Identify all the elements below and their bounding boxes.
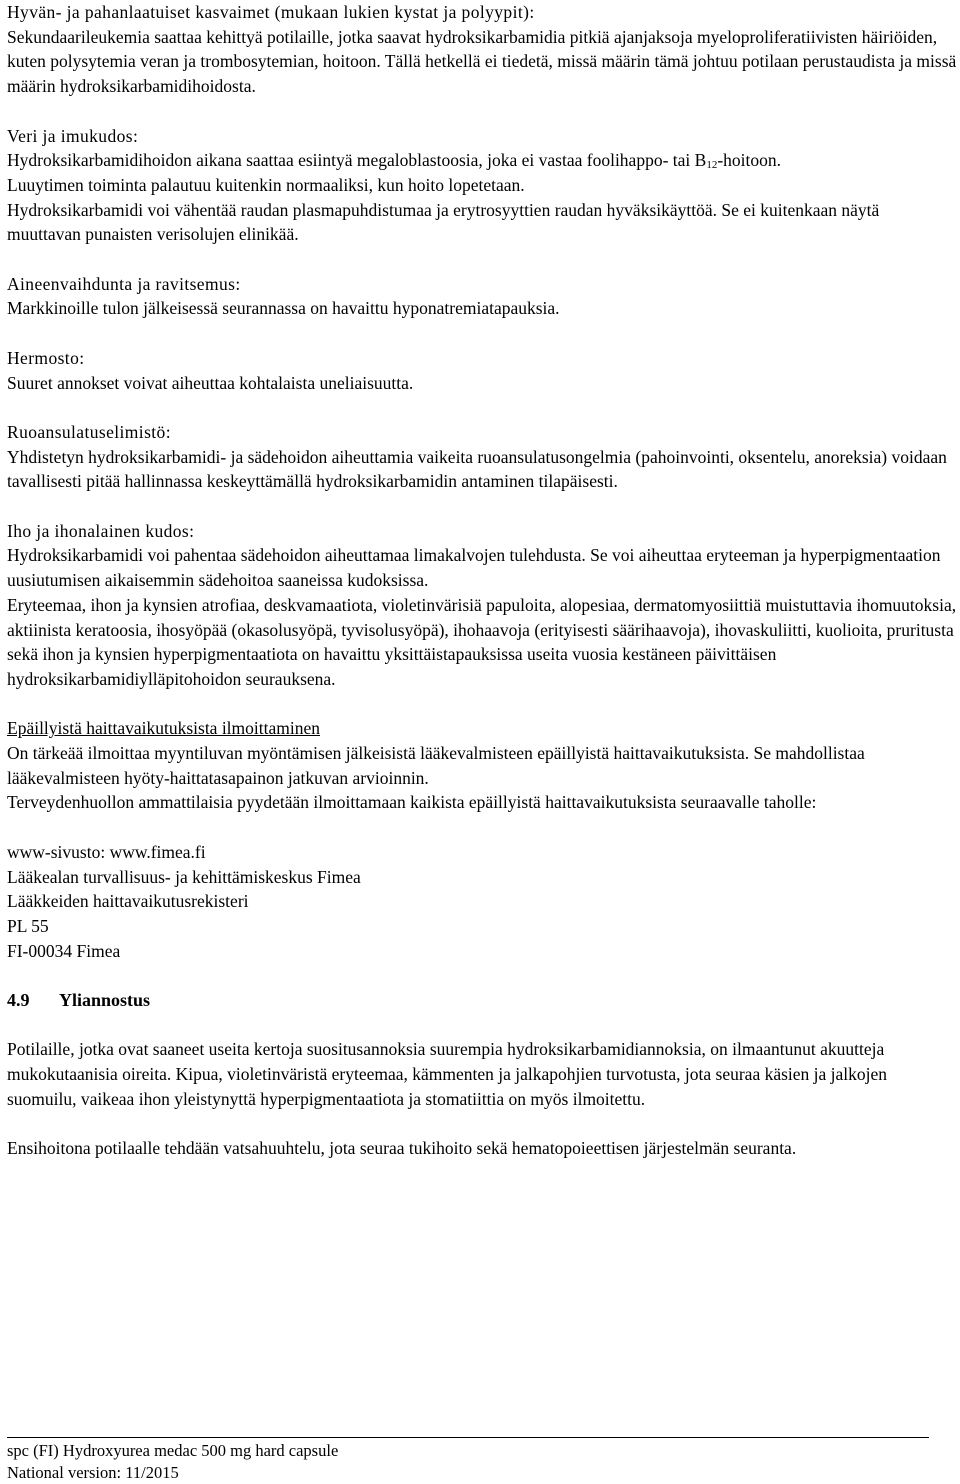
blood-subscript: 12 bbox=[706, 159, 718, 172]
section-title-overdose bbox=[7, 988, 957, 1013]
paragraph-gi: Yhdistetyn hydroksikarbamidi- ja sädehoidon aiheuttamia vaikeita ruoansulatusongelmia (pahoinvointi, oksentelu, anoreksia) voidaan tavallisesti pitää hallinnassa keskeyttämällä hydroksikarbamidin antaminen tilapäisesti. bbox=[7, 446, 947, 492]
section-heading-tumours: Hyvän- ja pahanlaatuiset kasvaimet (mukaan lukien kystat ja polyypit): bbox=[7, 2, 535, 22]
paragraph-nervous: Suuret annokset voivat aiheuttaa kohtalaista uneliaisuutta. bbox=[7, 372, 414, 393]
section-heading-gi: Ruoansulatuselimistö: bbox=[7, 421, 171, 442]
footer-version-line: National version: 11/2015 bbox=[7, 1463, 179, 1482]
paragraph-metabolism: Markkinoille tulon jälkeisessä seurannassa on havaittu hyponatremiatapauksia. bbox=[7, 298, 560, 319]
section-number: 4.9 bbox=[7, 990, 30, 1010]
address-line-registry: Lääkkeiden haittavaikutusrekisteri bbox=[7, 891, 249, 912]
address-line-website: www-sivusto: www.fimea.fi bbox=[7, 841, 206, 862]
document-page bbox=[7, 0, 957, 1161]
paragraph-reporting-2: Terveydenhuollon ammattilaisia pyydetään ilmoittamaan kaikista epäillyistä haittavaikutuksista seuraavalle taholle: bbox=[7, 792, 817, 813]
blood-text-before: Hydroksikarbamidihoidon aikana saattaa esiintyä megaloblastoosia, joka ei vastaa foolihappo- tai B bbox=[7, 150, 707, 171]
section-heading-reporting: Epäillyistä haittavaikutuksista ilmoittaminen bbox=[7, 718, 321, 739]
paragraph-skin-2: Eryteemaa, ihon ja kynsien atrofiaa, deskvamaatiota, violetinvärisiä papuloita, alopesiaa, dermatomyosiittiä muistuttavia ihomuutoksia, aktiinista keratoosia, ihosyöpää (okasolusyöpä, tyvisolusyöpä), ihohaavoja (erityisesti säärihaavoja), ihovaskuliitti, kuolioita, pruritusta sekä ihon ja kynsien hyperpigmentaatiota on havaittu yksittäistapauksissa useita vuosia kestäneen päivittäisen hydroksikarbamidiylläpitohoidon seurauksena. bbox=[7, 594, 957, 689]
paragraph-reporting-1: On tärkeää ilmoittaa myyntiluvan myöntämisen jälkeisistä lääkevalmisteen epäillyistä haittavaikutuksista. Se mahdollistaa lääkevalmisteen hyöty-haittatasapainon jatkuvan arvioinnin. bbox=[7, 743, 865, 788]
section-heading-blood: Veri ja imukudos: bbox=[7, 125, 139, 146]
paragraph-blood-megaloblastosis bbox=[7, 148, 957, 173]
page-footer bbox=[7, 1437, 929, 1484]
address-line-pobox: PL 55 bbox=[7, 915, 49, 936]
paragraph-blood-iron: Hydroksikarbamidi voi vähentää raudan plasmapuhdistumaa ja erytrosyyttien raudan hyväksikäyttöä. Se ei kuitenkaan näytä muuttavan punaisten verisolujen elinikää. bbox=[7, 199, 880, 245]
section-title-text: Yliannostus bbox=[59, 990, 151, 1010]
paragraph-skin-1: Hydroksikarbamidi voi pahentaa sädehoidon aiheuttamaa limakalvojen tulehdusta. Se voi aiheuttaa eryteeman ja hyperpigmentaation uusiutumisen aikaisemmin sädehoitoa saaneissa kudoksissa. bbox=[7, 545, 941, 591]
paragraph-overdose-1: Potilaille, jotka ovat saaneet useita kertoja suositusannoksia suurempia hydroksikarbamidiannoksia, on ilmaantunut akuutteja mukokutaanisia oireita. Kipua, violetinväristä eryteemaa, kämmenten ja jalkapohjien turvotusta, jota seuraa käsien ja jalkojen suomuilu, vaikeaa ihon yleistynyttä hyperpigmentaatiota ja stomatiittia on myös ilmoitettu. bbox=[7, 1039, 888, 1109]
section-heading-skin: Iho ja ihonalainen kudos: bbox=[7, 520, 195, 541]
blood-text-after: -hoitoon. bbox=[717, 150, 782, 171]
section-heading-nervous: Hermosto: bbox=[7, 347, 85, 368]
footer-product-line: spc (FI) Hydroxyurea medac 500 mg hard capsule bbox=[7, 1441, 339, 1460]
paragraph-tumours: Sekundaarileukemia saattaa kehittyä potilaille, jotka saavat hydroksikarbamidia pitkiä ajanjaksoja myeloproliferatiivisten häiriöiden, kuten polysytemia veran ja trombosytemian, hoitoon. Tällä hetkellä ei tiedetä, missä määrin tämä johtuu potilaan perustaudista ja missä määrin hydroksikarbamidihoidosta. bbox=[7, 26, 957, 97]
address-line-agency: Lääkealan turvallisuus- ja kehittämiskeskus Fimea bbox=[7, 866, 361, 887]
address-line-postcode: FI-00034 Fimea bbox=[7, 940, 121, 961]
section-heading-metabolism: Aineenvaihdunta ja ravitsemus: bbox=[7, 273, 241, 294]
paragraph-blood-marrow: Luuytimen toiminta palautuu kuitenkin normaaliksi, kun hoito lopetetaan. bbox=[7, 174, 525, 195]
paragraph-overdose-2: Ensihoitona potilaalle tehdään vatsahuuhtelu, jota seuraa tukihoito sekä hematopoieettisen järjestelmän seuranta. bbox=[7, 1138, 797, 1159]
